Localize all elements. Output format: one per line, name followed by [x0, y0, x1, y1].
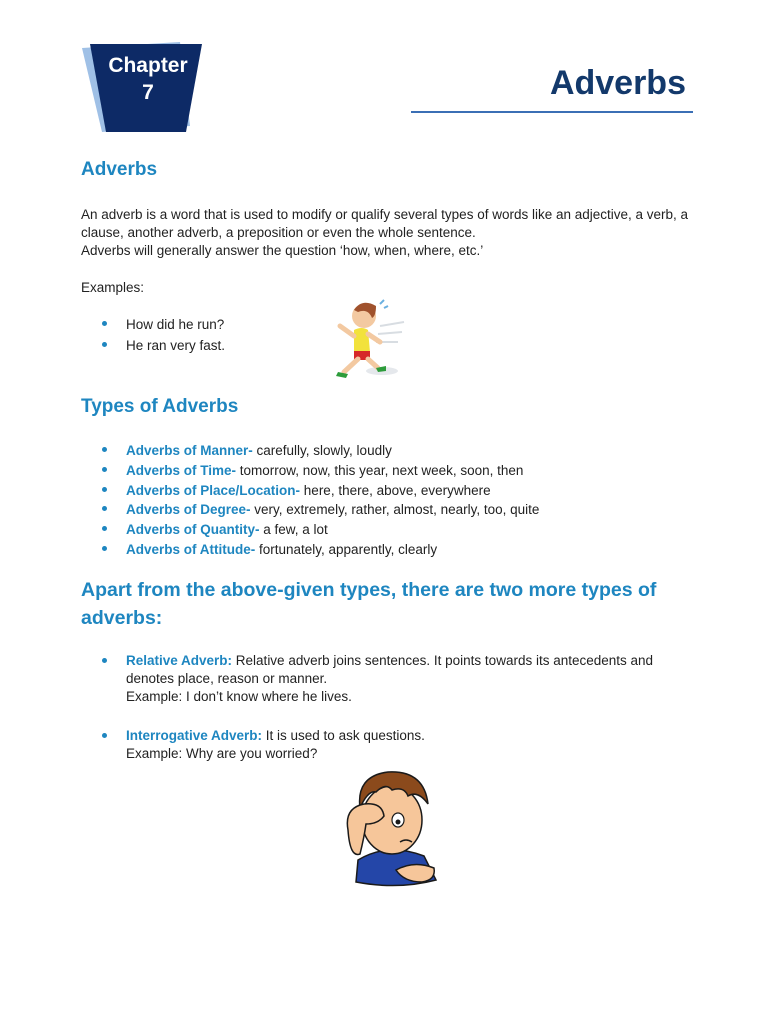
bullet-icon — [102, 321, 107, 326]
type-examples: tomorrow, now, this year, next week, soon, then — [236, 462, 524, 478]
intro-paragraph-2: Adverbs will generally answer the question ‘how, when, where, etc.’ — [81, 243, 484, 258]
section-heading-types: Types of Adverbs — [81, 396, 239, 417]
worried-boy-illustration — [338, 768, 444, 890]
bullet-icon — [102, 658, 107, 663]
more-type-term: Relative Adverb: — [126, 653, 233, 668]
bullet-icon — [102, 342, 107, 347]
type-term: Adverbs of Manner- — [126, 443, 253, 458]
type-examples: a few, a lot — [259, 522, 328, 538]
type-term: Adverbs of Degree- — [126, 502, 251, 518]
example-text: He ran very fast. — [126, 337, 226, 353]
running-boy-illustration — [318, 296, 408, 386]
section-heading-more-types: Apart from the above-given types, there are two more types of adverbs: — [81, 579, 657, 629]
more-types-list — [81, 652, 701, 763]
list-item — [81, 652, 701, 706]
title-underline — [411, 111, 693, 113]
examples-label: Examples: — [81, 280, 145, 295]
intro-paragraph-1: An adverb is a word that is used to modify or qualify several types of words like an adjective, a verb, a clause, another adverb, a preposition or even the whole sentence. — [81, 207, 689, 240]
chapter-number: 7 — [142, 81, 154, 104]
bullet-icon — [102, 487, 107, 492]
types-list — [81, 441, 701, 560]
page-title: Adverbs — [549, 64, 686, 102]
list-item — [81, 540, 701, 560]
more-type-example: Example: I don’t know where he lives. — [126, 689, 352, 704]
list-item — [81, 481, 701, 501]
list-item — [81, 441, 701, 461]
list-item — [81, 520, 701, 540]
list-item — [81, 461, 701, 481]
bullet-icon — [102, 733, 107, 738]
chapter-label-wrap — [92, 52, 204, 106]
type-term: Adverbs of Place/Location- — [126, 482, 301, 498]
example-text: How did he run? — [126, 317, 225, 332]
more-type-text: Relative adverb joins sentences. It points towards its antecedents and denotes place, reason or manner. — [126, 653, 654, 686]
list-item — [81, 500, 701, 520]
section-heading-adverbs: Adverbs — [81, 159, 158, 180]
bullet-icon — [102, 546, 107, 551]
list-item — [81, 727, 701, 763]
bullet-icon — [102, 447, 107, 452]
type-examples: very, extremely, rather, almost, nearly, too, quite — [250, 502, 540, 518]
type-examples: fortunately, apparently, clearly — [255, 541, 438, 557]
more-type-example: Example: Why are you worried? — [126, 746, 318, 761]
bullet-icon — [102, 467, 107, 472]
bullet-icon — [102, 526, 107, 531]
chapter-badge — [78, 40, 206, 136]
type-term: Adverbs of Attitude- — [126, 541, 256, 557]
chapter-label: Chapter — [108, 54, 188, 77]
type-examples: carefully, slowly, loudly — [252, 443, 392, 458]
intro-paragraph — [81, 206, 701, 260]
type-examples: here, there, above, everywhere — [300, 482, 491, 498]
bullet-icon — [102, 506, 107, 511]
type-term: Adverbs of Time- — [126, 462, 237, 478]
more-type-term: Interrogative Adverb: — [126, 728, 263, 743]
more-type-text: It is used to ask questions. — [262, 728, 425, 743]
type-term: Adverbs of Quantity- — [126, 522, 260, 538]
